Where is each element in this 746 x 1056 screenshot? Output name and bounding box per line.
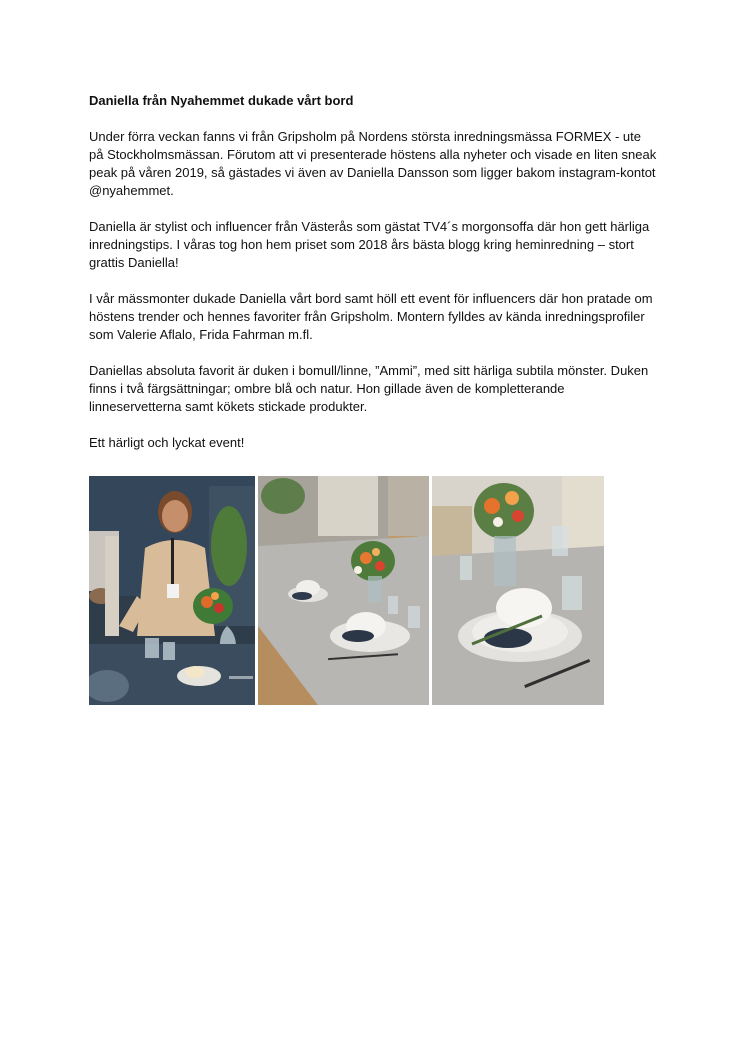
- photo-place-setting-closeup: [432, 476, 604, 705]
- photo-table-setting-flowers: [258, 476, 429, 705]
- paragraph-intro: Under förra veckan fanns vi från Gripsholm på Nordens största inredningsmässa FORMEX - ute på Stockholmsmässan. Förutom att vi presenterade höstens alla nyheter och visade en liten sneak peak på våren 2019, så gästades vi även av Daniella Dansson som ligger bakom instagram-kontot @nyahemmet.: [89, 129, 657, 198]
- photo-row: [89, 476, 604, 705]
- paragraph-favorite: Daniellas absoluta favorit är duken i bomull/linne, ”Ammi”, med sitt härliga subtila mönster. Duken finns i två färgsättningar; ombre blå och natur. Hon gillade även de kompletterande linneservetterna samt kökets stickade produkter.: [89, 363, 649, 414]
- article-title: Daniella från Nyahemmet dukade vårt bord: [89, 93, 354, 108]
- photo-daniella-at-table: [89, 476, 255, 705]
- paragraph-closing: Ett härligt och lyckat event!: [89, 435, 245, 450]
- article: [89, 92, 659, 470]
- paragraph-event: I vår mässmonter dukade Daniella vårt bord samt höll ett event för influencers där hon pratade om höstens trender och hennes favoriter från Gripsholm. Montern fylldes av kända inredningsprofiler som Valerie Aflalo, Frida Fahrman m.fl.: [89, 291, 653, 342]
- paragraph-about-daniella: Daniella är stylist och influencer från Västerås som gästat TV4´s morgonsoffa där hon gett härliga inredningstips. I våras tog hon hem priset som 2018 års bästa blogg kring heminredning – stort grattis Daniella!: [89, 219, 650, 270]
